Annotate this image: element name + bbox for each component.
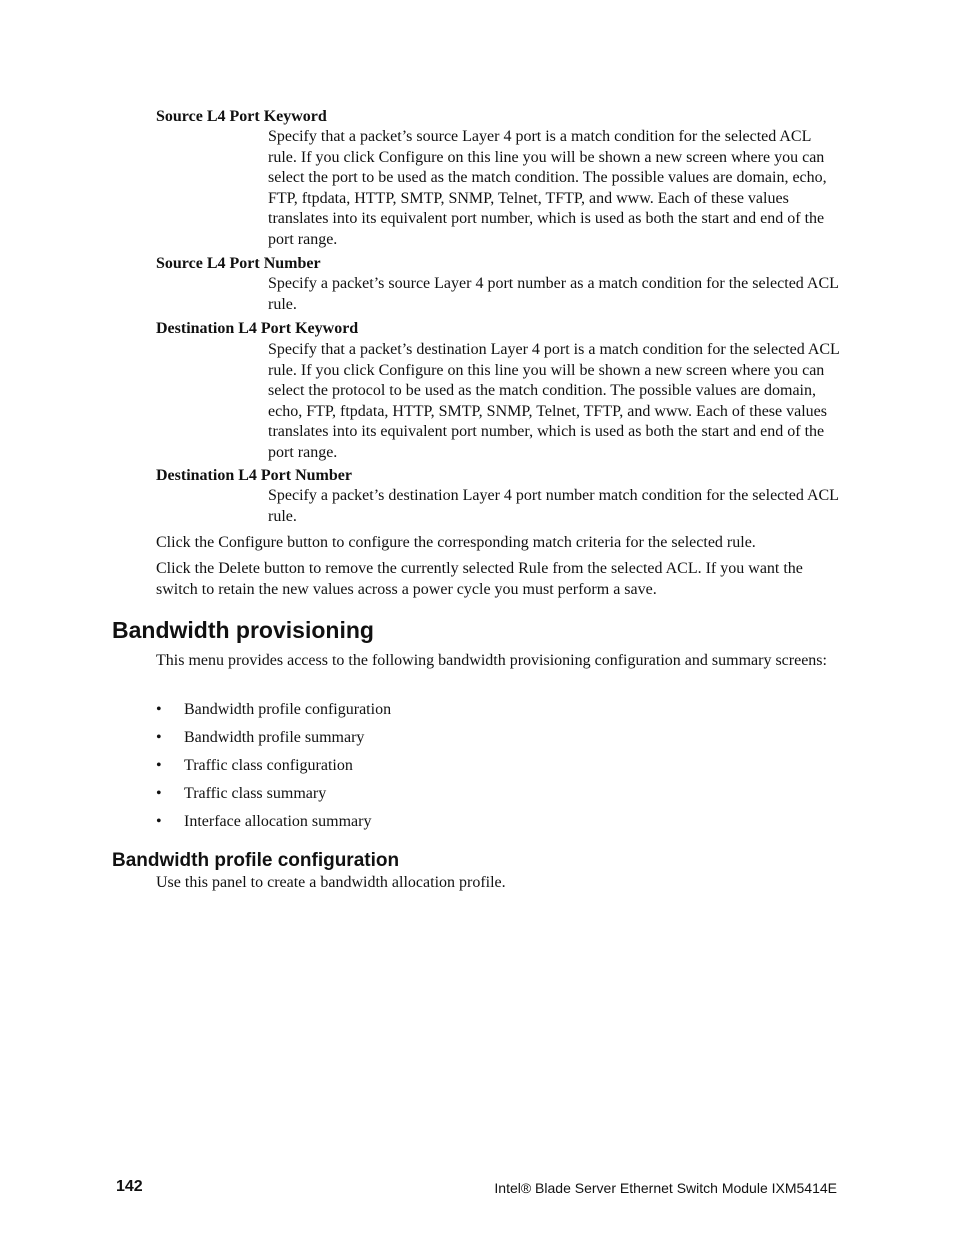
paragraph-delete: Click the Delete button to remove the currently selected Rule from the selected ACL. If you want the switch to retain the new values across a power cycle you must perform a save.	[156, 560, 803, 598]
term-destination-l4-port-number: Destination L4 Port Number	[156, 467, 352, 484]
list-item-label: Traffic class configuration	[184, 757, 353, 774]
bullet-icon: •	[156, 785, 162, 802]
page-number: 142	[116, 1178, 143, 1195]
bullet-icon: •	[156, 701, 162, 718]
definition-destination-l4-port-keyword: Specify that a packet’s destination Layer 4 port is a match condition for the selected ACL rule. If you click Configure on this line you will be shown a new screen where you can select the protocol to be used as the match condition. The possible values are domain, echo, FTP, ftpdata, HTTP, SMTP, SNMP, Telnet, TFTP, and www. Each of these values translates into its equivalent port number, which is used as both the start and end of the port range.	[268, 341, 840, 461]
definition-source-l4-port-keyword: Specify that a packet’s source Layer 4 port is a match condition for the selected ACL rule. If you click Configure on this line you will be shown a new screen where you can select the port to be used as the match condition. The possible values are domain, echo, FTP, ftpdata, HTTP, SMTP, SNMP, Telnet, TFTP, and www. Each of these values translates into its equivalent port number, which is used as both the start and end of the port range.	[268, 128, 827, 248]
term-source-l4-port-number: Source L4 Port Number	[156, 255, 321, 272]
list-item-label: Traffic class summary	[184, 785, 327, 802]
bullet-icon: •	[156, 729, 162, 746]
list-item-label: Bandwidth profile summary	[184, 729, 365, 746]
paragraph-configure: Click the Configure button to configure the corresponding match criteria for the selected rule.	[156, 534, 756, 551]
section-intro: This menu provides access to the following bandwidth provisioning configuration and summary screens:	[156, 652, 827, 669]
definition-destination-l4-port-number: Specify a packet’s destination Layer 4 port number match condition for the selected ACL rule.	[268, 487, 839, 525]
list-item-label: Bandwidth profile configuration	[184, 701, 392, 718]
subsection-heading: Bandwidth profile configuration	[112, 850, 400, 871]
term-destination-l4-port-keyword: Destination L4 Port Keyword	[156, 320, 359, 337]
subsection-text: Use this panel to create a bandwidth allocation profile.	[156, 874, 506, 891]
footer-title: Intel® Blade Server Ethernet Switch Module IXM5414E	[494, 1180, 837, 1196]
bullet-icon: •	[156, 813, 162, 830]
bullet-icon: •	[156, 757, 162, 774]
section-heading: Bandwidth provisioning	[112, 617, 374, 643]
term-source-l4-port-keyword: Source L4 Port Keyword	[156, 108, 327, 125]
list-item-label: Interface allocation summary	[184, 813, 372, 830]
definition-source-l4-port-number: Specify a packet’s source Layer 4 port number as a match condition for the selected ACL rule.	[268, 275, 839, 313]
